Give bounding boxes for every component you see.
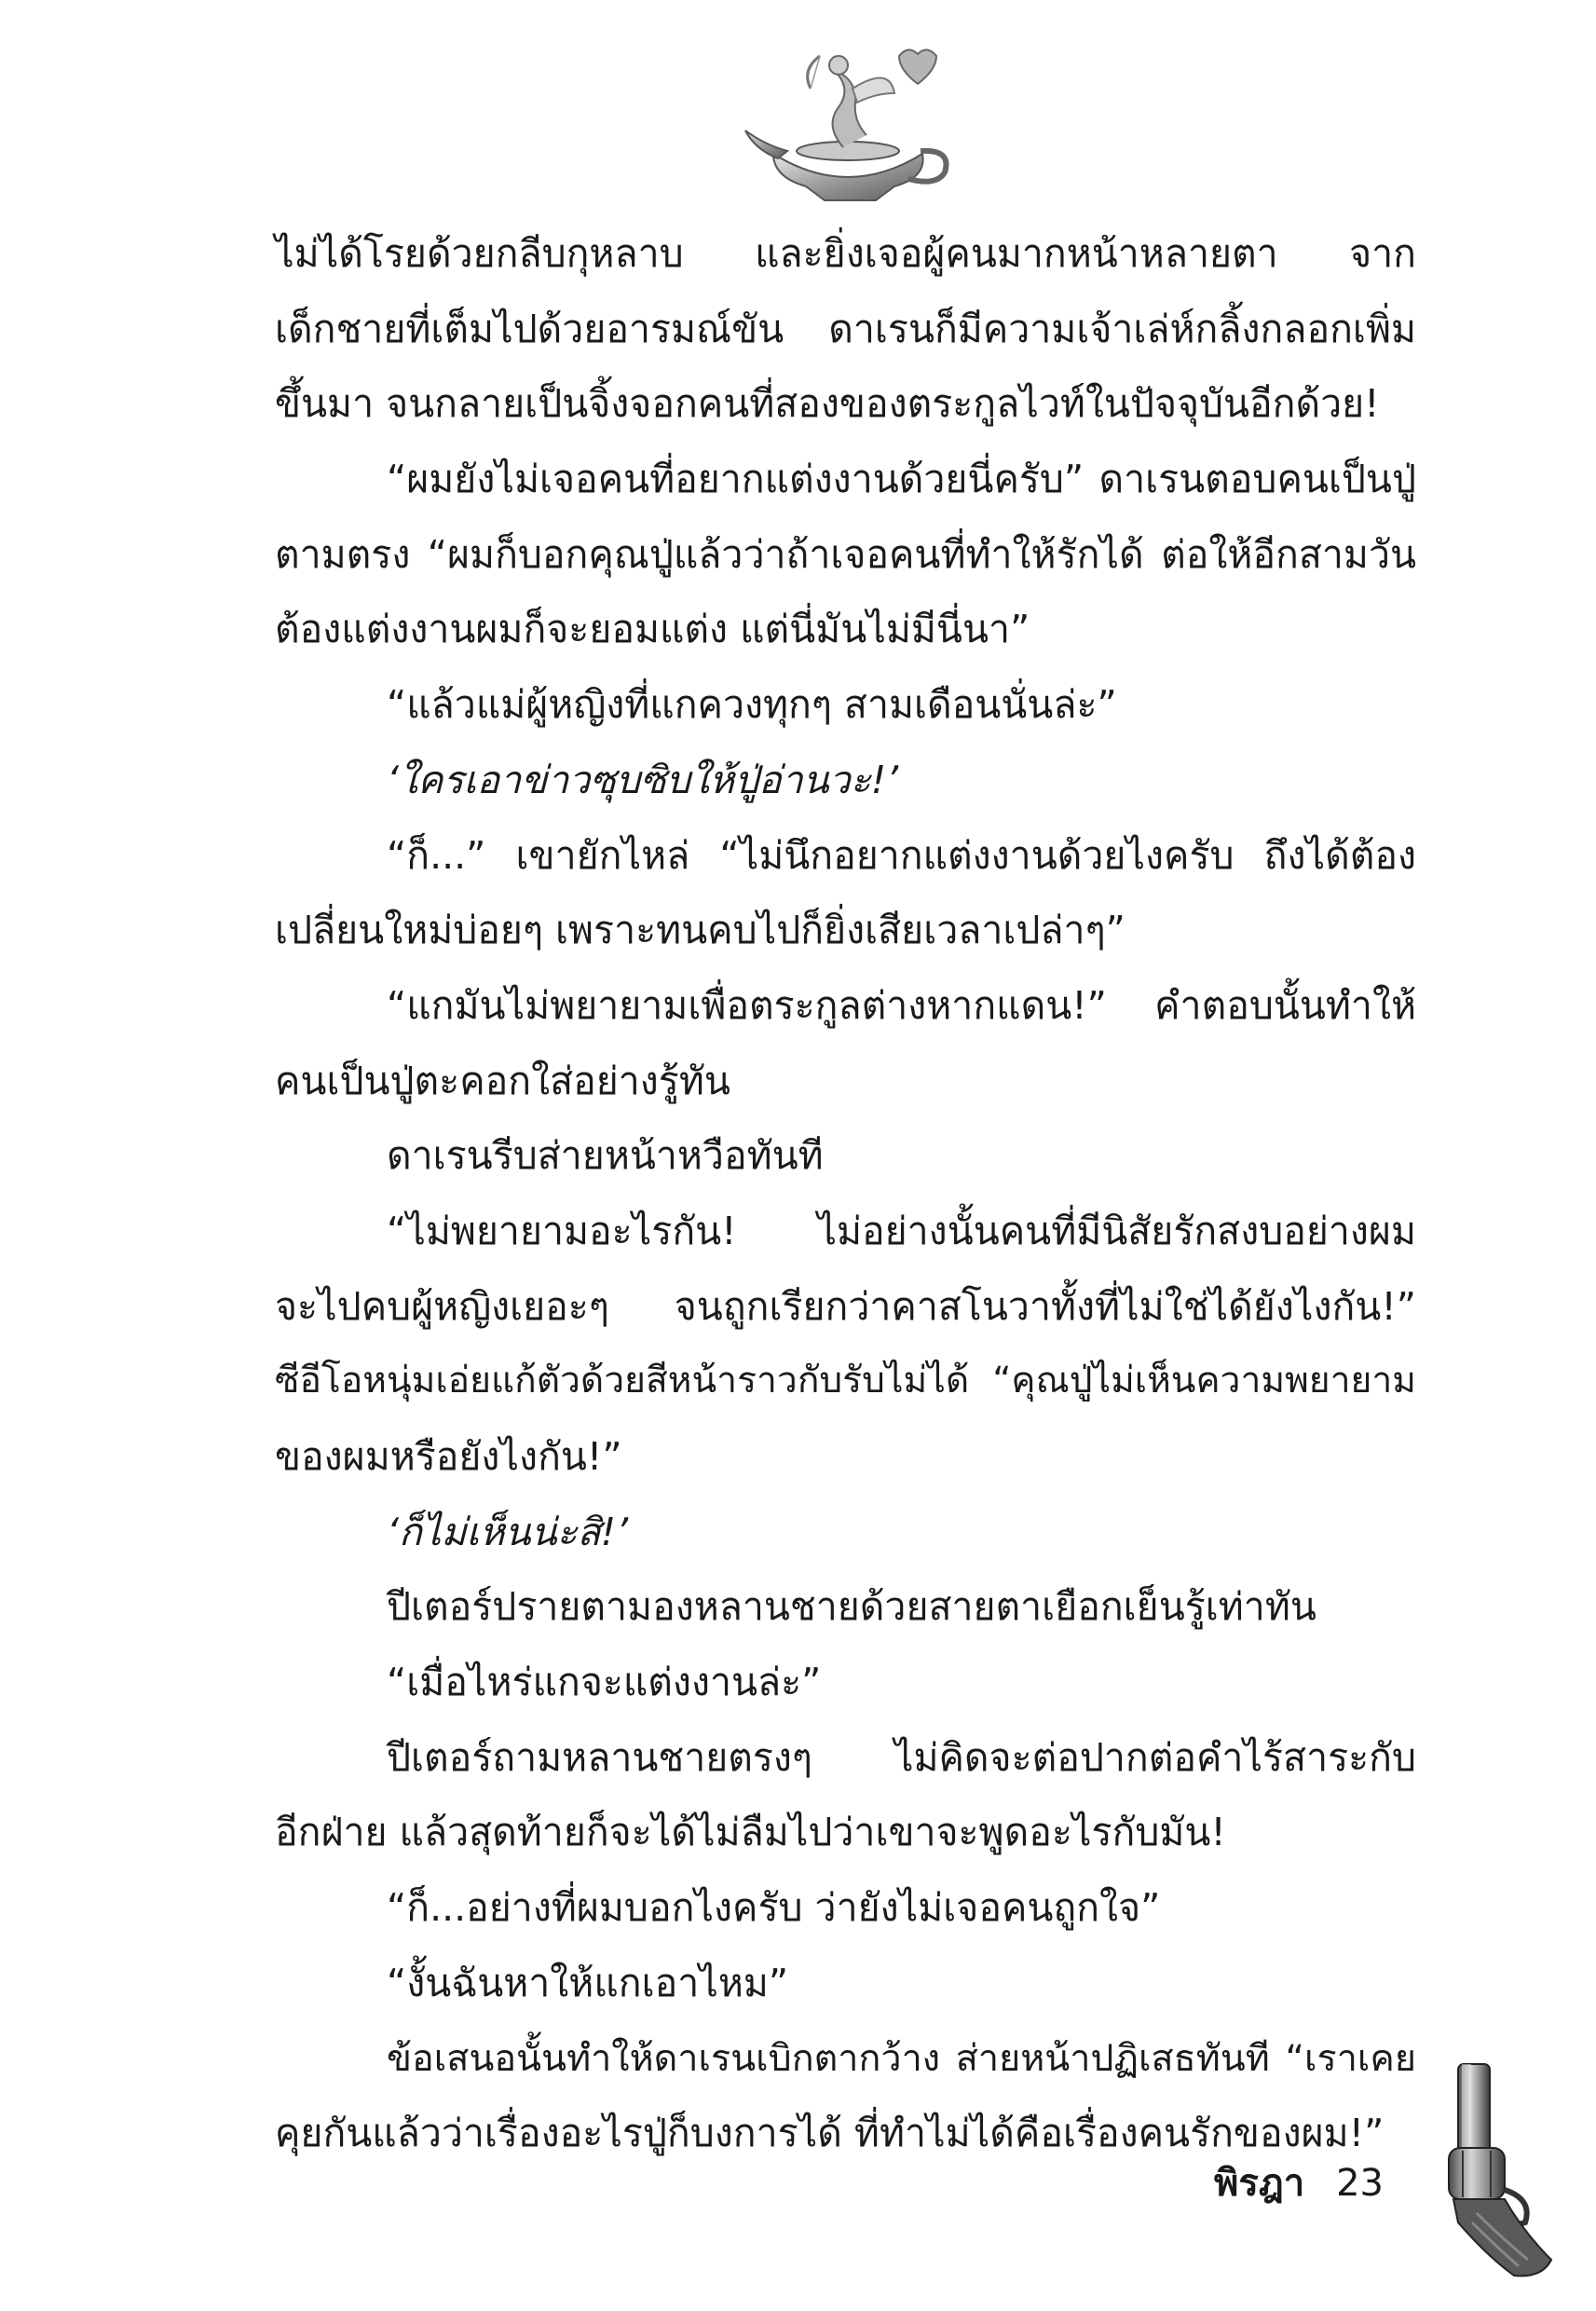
- page-footer: [1214, 2153, 1384, 2212]
- text-line: “แกมันไม่พยายามเพื่อตระกูลต่างหากแดน!” คำตอบนั้นทำให้: [387, 982, 1416, 1028]
- text-line: “เมื่อไหร่แกจะแต่งงานล่ะ”: [387, 1660, 822, 1705]
- author-name: พิรฎา: [1213, 2162, 1305, 2205]
- text-line: “งั้นฉันหาให้แกเอาไหม”: [387, 1960, 789, 2005]
- text-line: ข้อเสนอนั้นทำให้ดาเรนเบิกตากว้าง ส่ายหน้าปฏิเสธทันที “เราเคย: [387, 2036, 1416, 2080]
- text-line: ตามตรง “ผมก็บอกคุณปู่แล้วว่าถ้าเจอคนที่ทำให้รักได้ ต่อให้อีกสามวัน: [275, 531, 1416, 577]
- text-line: ดาเรนรีบส่ายหน้าหวือทันที: [387, 1133, 824, 1179]
- text-line: “แล้วแม่ผู้หญิงที่แกควงทุกๆ สามเดือนนั่นล่ะ”: [387, 682, 1117, 728]
- revolver-icon: [1421, 2059, 1561, 2283]
- text-line: ของผมหรือยังไงกัน!”: [275, 1434, 622, 1479]
- text-line: ไม่ได้โรยด้วยกลีบกุหลาบ และยิ่งเจอผู้คนมากหน้าหลายตา จาก: [275, 231, 1416, 276]
- text-line: คุยกันแล้วว่าเรื่องอะไรปู่ก็บงการได้ ที่ทำไม่ได้คือเรื่องคนรักของผม!”: [275, 2111, 1385, 2156]
- text-line: ‘ก็ไม่เห็นน่ะสิ!’: [387, 1509, 629, 1554]
- text-line: คนเป็นปู่ตะคอกใส่อย่างรู้ทัน: [275, 1058, 730, 1103]
- text-line: “ผมยังไม่เจอคนที่อยากแต่งงานด้วยนี่ครับ” ดาเรนตอบคนเป็นปู่: [387, 457, 1416, 502]
- text-line: เด็กชายที่เต็มไปด้วยอารมณ์ขัน ดาเรนก็มีความเจ้าเล่ห์กลิ้งกลอกเพิ่ม: [275, 306, 1416, 351]
- text-line: “ก็...” เขายักไหล่ “ไม่นึกอยากแต่งงานด้วยไงครับ ถึงได้ต้อง: [387, 832, 1416, 878]
- chapter-body-text: [275, 216, 1416, 2171]
- text-line: เปลี่ยนใหม่บ่อยๆ เพราะทนคบไปก็ยิ่งเสียเวลาเปล่าๆ”: [275, 908, 1125, 953]
- page-number: 23: [1336, 2162, 1384, 2205]
- text-line: จะไปคบผู้หญิงเยอะๆ จนถูกเรียกว่าคาสโนวาทั้งที่ไม่ใช่ได้ยังไงกัน!”: [275, 1283, 1416, 1329]
- text-line: “ก็...อย่างที่ผมบอกไงครับ ว่ายังไม่เจอคนถูกใจ”: [387, 1885, 1161, 1931]
- text-line: ปีเตอร์ปรายตามองหลานชายด้วยสายตาเยือกเย็นรู้เท่าทัน: [387, 1584, 1316, 1630]
- text-line: ต้องแต่งงานผมก็จะยอมแต่ง แต่นี่มันไม่มีนี่นา”: [275, 607, 1030, 652]
- text-line: ปีเตอร์ถามหลานชายตรงๆ ไม่คิดจะต่อปากต่อคำไร้สาระกับ: [387, 1734, 1416, 1780]
- text-line: อีกฝ่าย แล้วสุดท้ายก็จะได้ไม่ลืมไปว่าเขาจะพูดอะไรกับมัน!: [275, 1810, 1226, 1855]
- text-line: ‘ใครเอาข่าวซุบซิบให้ปู่อ่านวะ!’: [387, 757, 899, 802]
- text-line: “ไม่พยายามอะไรกัน! ไม่อย่างนั้นคนที่มีนิสัยรักสงบอย่างผม: [387, 1208, 1416, 1253]
- text-line: ขึ้นมา จนกลายเป็นจิ้งจอกคนที่สองของตระกูลไวท์ในปัจจุบันอีกด้วย!: [275, 381, 1380, 427]
- text-line: ซีอีโอหนุ่มเอ่ยแก้ตัวด้วยสีหน้าราวกับรับไม่ได้ “คุณปู่ไม่เห็นความพยายาม: [275, 1360, 1416, 1402]
- cupid-genie-lamp-icon: [736, 37, 960, 214]
